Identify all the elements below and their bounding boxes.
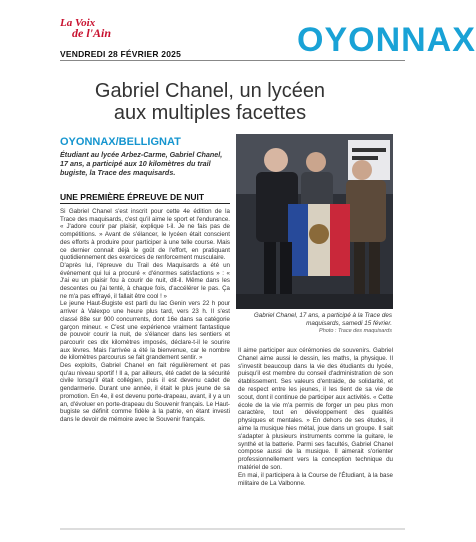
article-photo <box>236 134 393 309</box>
section-label: OYONNAX/BELLIGNAT <box>60 136 181 148</box>
body-paragraph: D'après lui, l'épreuve du Trail des Maquisards a été un événement qui lui a procuré « d'énormes satisfactions » : « J'ai eu un plaisir fou à courir de nuit, dit-il. Même dans les descentes ou j'ai tenté, à chaque fois, d'accélérer le pas. Ça ne m'a pas effrayé, il fallait être cool ! » <box>60 261 230 300</box>
photo-credit: Photo : Trace des maquisards <box>319 328 392 334</box>
logo-line-2: de l'Ain <box>72 26 112 40</box>
body-paragraph: Il aime participer aux cérémonies de souvenirs. Gabriel Chanel aime aussi le dessin, les maths, la physique. Il s'investit beaucoup dans la vie des étudiants du lycée, puisqu'il est membre du conseil d'administration de son établissement. Ses valeurs d'entraide, de solidarité, et de respect entre les jeunes, il les tient de sa vie de scout, dont il continue de participer aux activités. « Cette école de la vie m'a permis de forger un peu plus mon caractère, tout en développement des qualités physiques et mentales. » En dehors de ses études, il aime la musique hies métal, joue dans un groupe. Il sait s'adapter à plusieurs instruments comme la guitare, le synthé et la batterie. Parmi ses facultés, Gabriel Chanel compose aussi de la musique. Il aimerait s'orienter professionnellement vers la conception technique du matériel de son. <box>238 347 393 471</box>
body-paragraph: Des exploits, Gabriel Chanel en fait régulièrement et pas qu'au niveau sportif ! Il a, par ailleurs, été cadet de la sécurité civile lorsqu'il était collégien, puis il est devenu cadet de gendarmerie. Durant une année, il était le plus jeune de sa promotion. En 4e, il est devenu porte-drapeau, avant, il y a un an, d'évoluer en porte-drapeau du Souvenir français. Le Haut-bugiste se définit comme fidèle à la patrie, en étant investi dans le devoir de mémoire avec le Souvenir français. <box>60 362 230 423</box>
article-intro: Étudiant au lycée Arbez-Carme, Gabriel Chanel, 17 ans, a participé aux 10 kilomètres du trail bugiste, la Trace des maquisards. <box>60 150 223 177</box>
article-headline <box>60 80 360 124</box>
photo-caption: Gabriel Chanel, 17 ans, a participé à la Trace des maquisards, samedi 15 février. <box>253 312 392 327</box>
page-bottom-edge <box>60 528 405 530</box>
headline-line-1: Gabriel Chanel, un lycéen <box>94 80 326 102</box>
subhead-divider <box>60 203 230 204</box>
newspaper-logo <box>60 17 116 40</box>
body-paragraph: En mai, il participera à la Course de l'Étudiant, à la base militaire de La Valbonne. <box>238 471 393 487</box>
logo-line-1: La Voix <box>60 17 96 29</box>
header-divider <box>60 60 405 61</box>
body-paragraph: Si Gabriel Chanel s'est inscrit pour cette 4e édition de la Trace des maquisards, c'est qu'il aime le sport et l'endurance. « J'adore courir par plaisir, explique t-il. Je ne fais pas de compétitions. » Avant de s'élancer, le lycéen était conscient des efforts à produire pour participer à une telle course. Mais ce dernier connait déjà le goût de l'effort, en pratiquant quotidiennement des exercices de renforcement musculaire. <box>60 208 230 262</box>
article-subhead: UNE PREMIÈRE ÉPREUVE DE NUIT <box>60 192 205 202</box>
city-heading: OYONNAX <box>297 21 476 59</box>
body-paragraph: Le jeune Haut-Bugiste est parti du lac Genin vers 22 h pour arriver à Valexpo une heure plus tard, vers 23 h. Il s'est classé 88e sur 900 concurrents, dont 16e dans sa catégorie garçon mineur. « C'est une expérience vraiment fantastique de pouvoir courir la nuit, de s'élancer dans les sentiers et parcourir ces dix kilomètres imposés, déclare-t-il le sourire aux lèvres. Mais l'arrivée a été la bienvenue, car le nombre de kilomètres parcourus se fait grandement sentir. » <box>60 300 230 362</box>
publication-date: VENDREDI 28 FÉVRIER 2025 <box>60 49 182 59</box>
headline-line-2: aux multiples facettes <box>113 102 307 124</box>
article-body-right <box>238 347 393 487</box>
photo-illustration <box>236 134 393 309</box>
article-body-left <box>60 208 230 424</box>
